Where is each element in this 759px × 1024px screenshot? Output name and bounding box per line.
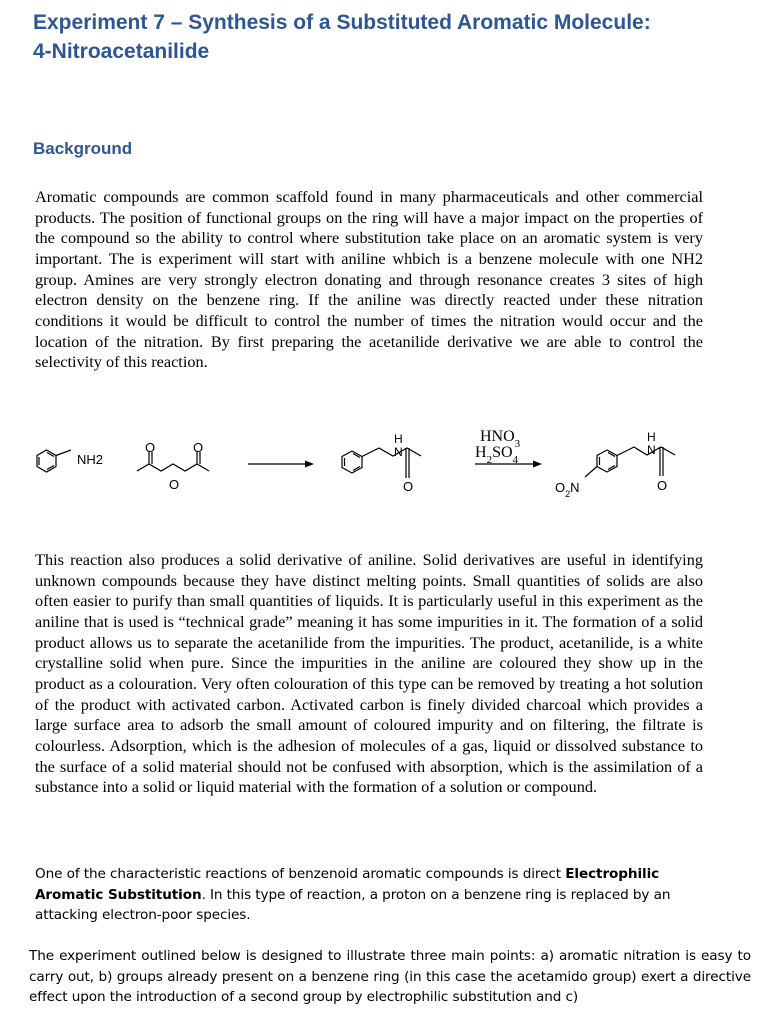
paragraph3-text-2: . In this type of reaction, a proton on a benzene ring is replaced by an attacking electron-poor species. (35, 886, 671, 923)
product-h-label: H (647, 430, 656, 444)
nitroacetanilide-structure (585, 447, 675, 477)
nitro-group-label: $O_2N$ (555, 480, 580, 499)
amide-o-label: O (403, 479, 414, 494)
product-n-label: N (647, 443, 656, 457)
aniline-nh2-label: NH2 (77, 452, 104, 467)
product-o-label: O (657, 478, 668, 493)
anhydride-o-right: O (193, 440, 204, 455)
amide-h-label: H (394, 432, 403, 446)
aniline-structure (37, 450, 71, 472)
title-line-1: Experiment 7 – Synthesis of a Substituted Aromatic Molecule: (33, 11, 651, 34)
electrophilic-substitution-paragraph (35, 864, 715, 926)
paragraph3-bold-term: Electrophilic Aromatic Substitution (35, 866, 660, 903)
paragraph3-text-1: One of the characteristic reactions of benzenoid aromatic compounds is direct (35, 866, 566, 882)
reaction-scheme (25, 415, 725, 515)
acetanilide-structure (342, 448, 421, 478)
anhydride-o-left: O (145, 440, 156, 455)
background-paragraph: Aromatic compounds are common scaffold found in many pharmaceuticals and other commercial products. The position of functional groups on the ring will have a major impact on the properties of the compound so the ability to control where substitution take place on an aromatic system is very important. The is experiment will start with aniline whbich is a benzene molecule with one NH2 group. Amines are very strongly electron donating and through resonance creates 3 sites of high electron density on the benzene ring. If the aniline was directly reacted under these nitration conditions it would be difficult to control the number of times the nitration would occur and the location of the nitration. By first preparing the acetanilide derivative we are able to control the selectivity of this reaction. (35, 187, 703, 372)
reagent-hno3: $HNO_3$ (480, 428, 521, 450)
page-title (33, 8, 733, 66)
experiment-outline-paragraph: The experiment outlined below is designed to illustrate three main points: a) aromatic nitration is easy to carry out, b) groups already present on a benzene ring (in this case the acetamido group) exert a directive effect upon the introduction of a second group by electrophilic substitution and c) (29, 948, 751, 1005)
background-heading: Background (33, 139, 133, 158)
solid-derivative-paragraph: This reaction also produces a solid derivative of aniline. Solid derivatives are useful in identifying unknown compounds because they have distinct melting points. Small quantities of solids are also often easier to purify than small quantities of liquids. It is particularly useful in this experiment as the aniline that is used is “technical grade” meaning it has some impurities in it. The formation of a solid product allows us to separate the acetanilide from the impurities. The product, acetanilide, is a white crystalline solid when pure. Since the impurities in the aniline are coloured they show up in the product as a colouration. Very often colouration of this type can be removed by treating a hot solution of the product with activated carbon. Activated carbon is finely divided charcoal which provides a large surface area to adsorb the small amount of coloured impurity and on filtering, the filtrate is colourless. Adsorption, which is the adhesion of molecules of a gas, liquid or dissolved substance to the surface of a solid material should not be confused with absorption, which is the assimilation of a substance into a solid or liquid material with the formation of a solution or compound. (35, 550, 703, 797)
anhydride-o-bridge: O (169, 477, 180, 492)
amide-n-label: N (394, 445, 403, 459)
title-line-2: 4-Nitroacetanilide (33, 40, 210, 63)
reagent-h2so4: $H_2SO_4$ (475, 444, 519, 466)
